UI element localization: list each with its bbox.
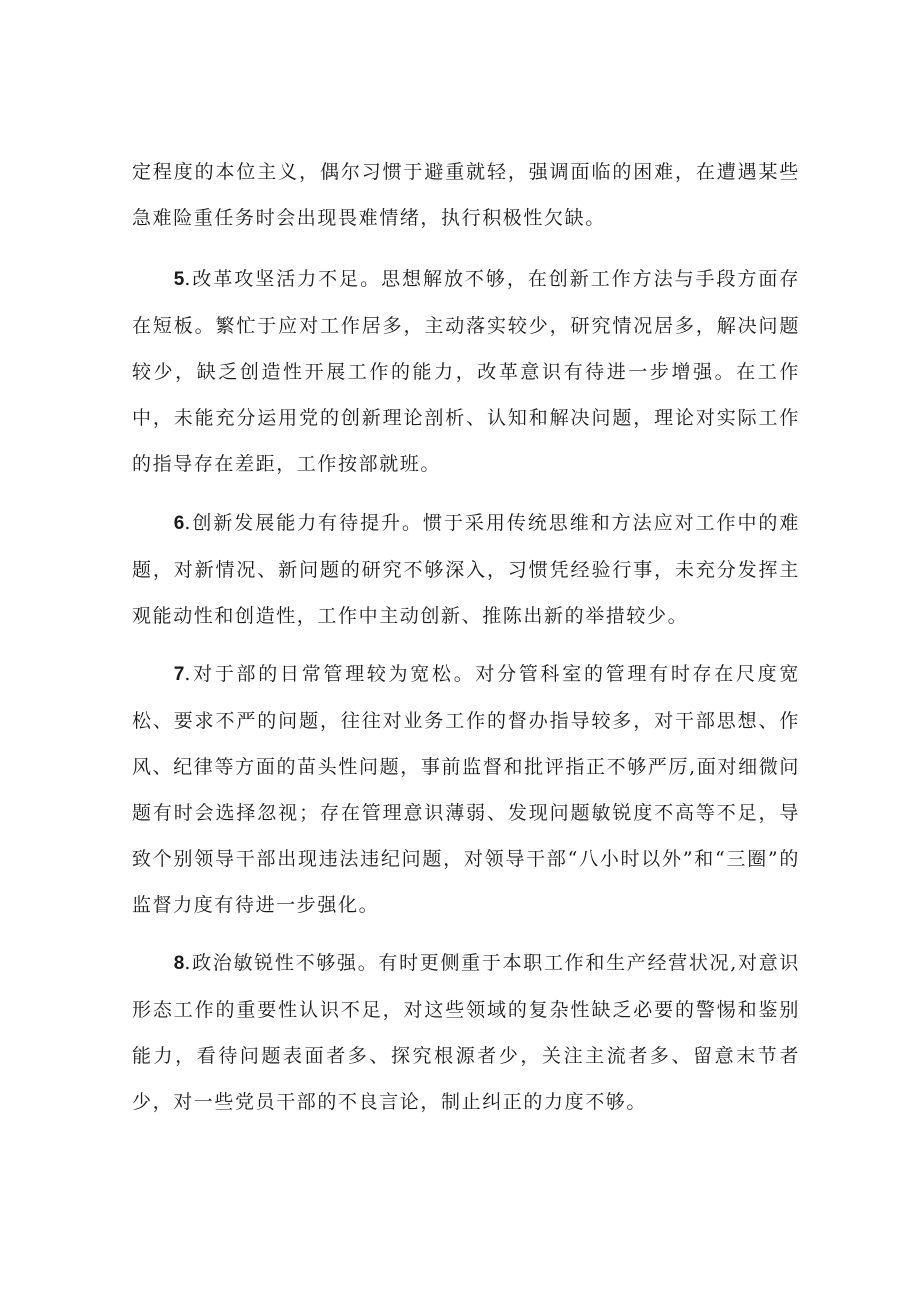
item-8-number: 8 (173, 953, 185, 974)
item-8-text: .政治敏锐性不够强。有时更侧重于本职工作和生产经营状况,对意识形态工作的重要性认识不足，对这些领域的复杂性缺乏必要的警惕和鉴别能力，看待问题表面者多、探究根源者少，关注主流者多、留意末节者少，对一些党员干部的不良言论，制止纠正的力度不够。 (132, 952, 800, 1113)
item-7-number: 7 (173, 664, 185, 685)
item-7-paragraph (132, 651, 800, 928)
item-6-paragraph (132, 500, 800, 639)
item-6-text: .创新发展能力有待提升。惯于采用传统思维和方法应对工作中的难题，对新情况、新问题的研究不够深入，习惯凭经验行事，未充分发挥主观能动性和创造性，工作中主动创新、推陈出新的举措较少。 (132, 512, 800, 627)
item-5-text: .改革攻坚活力不足。思想解放不够，在创新工作方法与手段方面存在短板。繁忙于应对工作居多，主动落实较少，研究情况居多，解决问题较少，缺乏创造性开展工作的能力，改革意识有待进一步增强。在工作中，未能充分运用党的创新理论剖析、认知和解决问题，理论对实际工作的指导存在差距，工作按部就班。 (132, 268, 800, 475)
item-5-paragraph (132, 256, 800, 487)
item-8-paragraph (132, 940, 800, 1125)
continued-paragraph: 定程度的本位主义，偶尔习惯于避重就轻，强调面临的困难，在遭遇某些急难险重任务时会出现畏难情绪，执行积极性欠缺。 (132, 161, 800, 229)
item-7-text: .对于部的日常管理较为宽松。对分管科室的管理有时存在尺度宽松、要求不严的问题，往往对业务工作的督办指导较多，对干部思想、作风、纪律等方面的苗头性问题，事前监督和批评指正不够严厉,面对细微问题有时会选择忽视；存在管理意识薄弱、发现问题敏锐度不高等不足，导致个别领导干部出现违法违纪问题，对领导干部“八小时以外”和“三圈”的监督力度有待进一步强化。 (132, 663, 800, 916)
item-6-number: 6 (173, 513, 185, 534)
item-5-number: 5 (173, 269, 185, 290)
